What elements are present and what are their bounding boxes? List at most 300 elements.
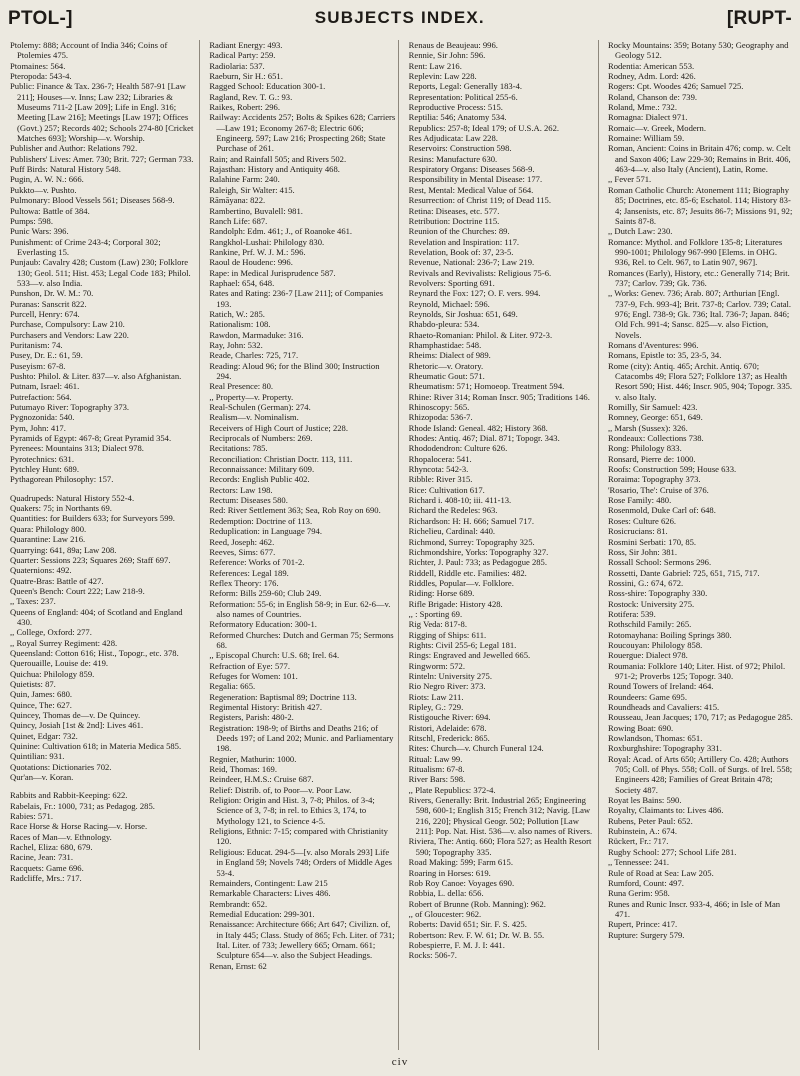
index-entry: River Bars: 598.: [408, 774, 466, 785]
index-entry: Pushto: Philol. & Liter. 837—v. also Afghanistan.: [10, 371, 182, 381]
index-entry: Rostock: University 275.: [607, 598, 695, 609]
index-entry: Royalty, Claimants to: Lives 486.: [607, 805, 724, 816]
index-entry: Regeneration: Baptismal 89; Doctrine 113.: [209, 691, 357, 702]
index-entry: Pteropoda: 543-4.: [10, 71, 72, 82]
index-entry: Pugin, A. W. N.: 666.: [10, 174, 84, 185]
index-entry: Roaring in Horses: 619.: [408, 867, 491, 878]
index-column-1: [10, 40, 200, 1050]
index-entry: Radiant Energy: 493.: [209, 40, 283, 50]
index-entry: Reformation: 55-6; in English 58-9; in Eur. 62-6—v. also names of Countries.: [209, 598, 391, 619]
index-entry: Richmond, Surrey: Topography 325.: [408, 536, 535, 547]
index-entry: Queens of England: 404; of Scotland and England 430.: [10, 606, 183, 627]
index-entry: Quinine: Cultivation 618; in Materia Medica 585.: [10, 741, 182, 752]
index-entry: Ratich, W.: 285.: [209, 308, 265, 319]
index-entry: Rabelais, Fr.: 1000, 731; as Pedagog. 285.: [10, 800, 155, 811]
index-entry: Roxburghshire: Topography 331.: [607, 743, 722, 754]
index-entry: References: Legal 189.: [209, 567, 289, 578]
index-entry: Riding: Horse 689.: [408, 588, 475, 599]
index-entry: Rodentia: American 553.: [607, 60, 695, 71]
index-entry: Rossetti, Dante Gabriel: 725, 651, 715, 717.: [607, 567, 760, 578]
index-entry: Round Towers of Ireland: 464.: [607, 681, 714, 692]
index-entry: Rhaeto-Romanian: Philol. & Liter. 972-3.: [408, 329, 553, 340]
index-entry: Pytchley Hunt: 689.: [10, 464, 79, 475]
index-entry: Rape: in Medical Jurisprudence 587.: [209, 267, 336, 278]
index-entry: Pusey, Dr. E.: 61, 59.: [10, 350, 83, 361]
index-entry: Pyrenees: Mountains 313; Dialect 978.: [10, 443, 144, 454]
index-entry: Radcliffe, Mrs.: 717.: [10, 873, 82, 884]
index-entry: Runes and Runic Inscr. 933-4, 466; in Isle of Man 471.: [607, 898, 781, 919]
index-entry: Radical Party: 259.: [209, 50, 276, 61]
index-entry: Rose Family: 480.: [607, 495, 672, 506]
index-entry: Reduplication: in Language 794.: [209, 526, 322, 537]
index-entry: Roofs: Construction 599; House 633.: [607, 464, 737, 475]
index-entry: 'Rosario, The': Cruise of 376.: [607, 484, 709, 495]
index-entry: Quaternions: 492.: [10, 565, 72, 576]
index-entry: Ranch Life: 687.: [209, 215, 268, 226]
index-entry: Rubinstein, A.: 674.: [607, 826, 677, 837]
index-entry: Rabbits and Rabbit-Keeping: 622.: [10, 790, 128, 801]
index-entry: Rabies: 571.: [10, 811, 53, 822]
index-entry: Puritanism: 74.: [10, 339, 63, 350]
index-entry: Rousseau, Jean Jacques; 170, 717; as Pedagogue 285.: [607, 712, 793, 723]
index-entry: Putnam, Israel: 461.: [10, 381, 80, 392]
index-entry: Reade, Charles: 725, 717.: [209, 350, 299, 361]
index-entry: Rawdon, Marmaduke: 316.: [209, 329, 304, 340]
index-entry: Roman, Ancient: Coins in Britain 476; comp. w. Celt and Saxon 406; Law 229-30; Remains in Brit. 406, 463-4—v. also Italy (Ancient), Latin, Rome.: [607, 143, 791, 175]
index-entry: Ralahine Farm: 240.: [209, 174, 280, 185]
index-entry: Reconnaissance: Military 609.: [209, 464, 315, 475]
index-entry: Rhetoric—v. Oratory.: [408, 360, 484, 371]
index-entry: Rugby School: 277; School Life 281.: [607, 846, 737, 857]
index-entry: Rosicrucians: 81.: [607, 526, 668, 537]
index-column-3: [409, 40, 599, 1050]
index-entry: Robert of Brunne (Rob. Manning): 962.: [408, 898, 546, 909]
index-entry: Rites: Church—v. Church Funeral 124.: [408, 743, 544, 754]
index-entry: Religion: Origin and Hist. 3, 7-8; Philos. of 3-4; Science of 3, 7-8; in rel. to Ethics 3, 174, to Mythology 121, to Science 4-5.: [209, 795, 375, 826]
index-entry: Regimental History: British 427.: [209, 702, 322, 712]
index-entry: Rationalism: 108.: [209, 319, 271, 330]
index-entry: Rest, Mental: Medical Value of 564.: [408, 184, 534, 195]
index-entry: Roberts: David 651; Sir. F. S. 425.: [408, 919, 527, 930]
index-entry: Resurrection: of Christ 119; of Dead 115.: [408, 195, 551, 206]
index-column-4: [608, 40, 794, 1050]
index-entry: Rowing Boat: 690.: [607, 722, 674, 733]
index-entry: Putrefaction: 564.: [10, 391, 72, 402]
index-entry: ,, Property—v. Property.: [209, 391, 294, 402]
index-entry: Pygnozonida: 540.: [10, 412, 75, 423]
index-entry: ,, College, Oxford: 277.: [10, 627, 92, 638]
index-entry: Road Making: 599; Farm 615.: [408, 857, 513, 868]
index-entry: Rhodes: Antiq. 467; Dial. 871; Topogr. 343.: [408, 433, 560, 444]
index-entry: ,, Episcopal Church: U.S. 68; Irel. 64.: [209, 650, 340, 661]
index-entry: Radiolaria: 537.: [209, 60, 265, 71]
index-entry: Raoul de Houdenc: 996.: [209, 257, 293, 268]
index-entry: Romney, George: 651, 649.: [607, 412, 703, 423]
index-entry: Pumps: 598.: [10, 215, 53, 226]
index-entry: Ptolemy: 888; Account of India 346; Coins of Ptolemies 475.: [10, 40, 168, 61]
index-entry: Raikes, Robert: 296.: [209, 102, 280, 113]
index-entry: ,, Royal Surrey Regiment: 428.: [10, 637, 118, 648]
index-entry: Remainders, Contingent: Law 215: [209, 877, 328, 888]
index-entry: Remedial Education: 299-301.: [209, 908, 315, 919]
index-entry: Robertson: Rev. F. W. 61; Dr. W. B. 55.: [408, 929, 545, 940]
index-entry: Registration: 198-9; of Births and Deaths 216; of Deeds 197; of Land 202; Munic. and Parliamentary 198.: [209, 722, 394, 754]
index-entry: Retribution: Doctrine 115.: [408, 215, 500, 226]
index-entry: Reid, Thomas: 169.: [209, 764, 277, 775]
index-columns: [10, 40, 794, 1050]
index-entry: Rhine: River 314; Roman Inscr. 905; Traditions 146.: [408, 391, 590, 402]
index-entry: Riddles, Popular—v. Folklore.: [408, 577, 514, 588]
index-entry: Quichua: Philology 859.: [10, 668, 95, 679]
index-entry: Rheims: Dialect of 989.: [408, 350, 491, 361]
index-entry: Rāmāyana: 822.: [209, 195, 266, 206]
index-entry: Revelation and Inspiration: 117.: [408, 236, 520, 247]
index-entry: Rings: Engraved and Jewelled 665.: [408, 650, 531, 661]
index-entry: Richmondshire, Yorks: Topography 327.: [408, 546, 549, 557]
index-entry: Quincey, Thomas de—v. De Quincey.: [10, 710, 141, 720]
index-entry: Roman Catholic Church: Atonement 111; Biography 85; Doctrines, etc. 85-6; Eschatol. 114; History 83-4; Jansenists, etc. 87; Jesuits 86-7; Missions 91, 92; Saints 87-8.: [607, 184, 793, 226]
index-entry: Richard the Redeles: 963.: [408, 505, 498, 516]
index-entry: Quadrupeds: Natural History 552-4.: [10, 492, 135, 503]
index-entry: Rates and Rating: 236-7 [Law 211]; of Companies 193.: [209, 288, 383, 309]
index-entry: Revivals and Revivalists: Religious 75-6.: [408, 267, 552, 278]
index-entry: Quarrying: 641, 89a; Law 208.: [10, 544, 117, 555]
index-entry: Robbia, L. della: 656.: [408, 888, 484, 899]
index-entry: Revenue, National: 236-7; Law 219.: [408, 257, 535, 268]
index-entry: Rectors: Law 198.: [209, 484, 273, 495]
index-entry: Pukkto—v. Pushto.: [10, 184, 77, 195]
index-entry: Quotations: Dictionaries 702.: [10, 761, 112, 772]
index-entry: Regnier, Mathurin: 1000.: [209, 753, 297, 764]
index-entry: Ray, John: 532.: [209, 339, 263, 350]
index-entry: Quin, James: 680.: [10, 689, 73, 700]
index-entry: Registers, Parish: 480-2.: [209, 712, 294, 723]
index-entry: Rig Veda: 817-8.: [408, 619, 467, 630]
index-entry: Ristigouche River: 694.: [408, 712, 491, 723]
header-right: [RUPT-: [726, 8, 792, 29]
index-entry: Reunion of the Churches: 89.: [408, 226, 510, 237]
index-entry: Rupture: Surgery 579.: [607, 929, 685, 940]
index-entry: Rubens, Peter Paul: 652.: [607, 815, 693, 826]
index-entry: Ronsard, Pierre de: 1000.: [607, 453, 696, 464]
index-entry: Rectum: Diseases 580.: [209, 495, 288, 506]
index-entry: Refuges for Women: 101.: [209, 670, 298, 681]
index-entry: Puseyism: 67-8.: [10, 360, 66, 371]
index-entry: Rachel, Eliza: 680, 679.: [10, 842, 93, 853]
index-entry: Rinteln: University 275.: [408, 670, 492, 681]
index-entry: Raphael: 654, 648.: [209, 277, 275, 288]
index-entry: Rong: Philology 833.: [607, 443, 682, 454]
index-entry: Rivers, Generally: Brit. Industrial 265; Engineering 598, 600-1; English 315; French 312; Navig. [Law 216, 220]; Physical Geogr. 502; Pollution [Law 211]: Pop. Nat. Hist. 536—v. also names of Rivers.: [408, 795, 593, 837]
index-entry: Regalia: 665.: [209, 681, 256, 692]
index-entry: Quara: Philology 800.: [10, 523, 87, 534]
index-entry: Renaus de Beaujeau: 996.: [408, 40, 498, 50]
index-entry: Runa Gerim: 958.: [607, 888, 670, 899]
index-entry: Rome (city): Antiq. 465; Archit. Antiq. 670; Catacombs 49; Flora 527; Folklore 137; as Health Resort 590; Hist. 446; Inscr. 905, 904; Topogr. 335. v. also Italy.: [607, 360, 793, 402]
index-entry: Rhamphastidae: 548.: [408, 339, 482, 350]
index-entry: ,, Dutch Law: 230.: [607, 226, 673, 237]
index-entry: Punic Wars: 396.: [10, 226, 69, 237]
index-entry: Rob Roy Canoe: Voyages 690.: [408, 877, 515, 888]
index-entry: Rodney, Adm. Lord: 426.: [607, 71, 696, 82]
index-entry: Rigging of Ships: 611.: [408, 629, 487, 640]
index-entry: Quincy, Josiah [1st & 2nd]: Lives 461.: [10, 720, 144, 731]
index-entry: Romans d'Aventures: 996.: [607, 339, 699, 350]
index-entry: Romaic—v. Greek, Modern.: [607, 122, 706, 133]
index-entry: Raleigh, Sir Walter: 415.: [209, 184, 295, 195]
index-entry: Richter, J. Paul: 733; as Pedagogue 285.: [408, 557, 547, 568]
index-entry: Punishment: of Crime 243-4; Corporal 302; Everlasting 15.: [10, 236, 161, 257]
index-entry: Royal: Acad. of Arts 650; Artillery Co. 428; Authors 705; Coll. of Phys. 558; Coll. of Surgs. of Irel. 558; Engineers 428; Families of Great Britain 478; Society 487.: [607, 753, 793, 795]
index-entry: Roland, Chanson de: 739.: [607, 91, 698, 102]
index-entry: Receivers of High Court of Justice; 228.: [209, 422, 348, 433]
index-entry: Riddell, Riddle etc. Families: 482.: [408, 567, 527, 578]
index-entry: Romaine: William 59.: [607, 133, 685, 144]
index-entry: Purcell, Henry: 674.: [10, 308, 80, 319]
index-entry: Public: Finance & Tax. 236-7; Health 587-91 [Law 211]; Houses—v. Inns; Law 232; Libraries & Museums 711-2 [Law 209]; Life in Engl. 316; Meeting [Law 216]; Meetings [Law 197]; Offices (Govt.) 257; Records 402; Schools 274-80 [Cricket Matches 693]; Worship—v. Worship.: [10, 81, 194, 144]
index-entry: Rossall School: Sermons 296.: [607, 557, 712, 568]
index-entry: Riviera, The: Antiq. 660; Flora 527; as Health Resort 590; Topography 335.: [408, 836, 592, 857]
index-entry: Ringworm: 572.: [408, 660, 465, 671]
index-entry: Railway: Accidents 257; Bolts & Spikes 628; Carriers—Law 191; Economy 267-8; Electric 606; Engineerg. 597; Law 216; Prospecting 268; State Purchase of 261.: [209, 112, 396, 154]
index-entry: Revolvers: Sporting 691.: [408, 277, 495, 288]
page-number: civ: [391, 1056, 409, 1068]
index-entry: Remarkable Characters: Lives 486.: [209, 888, 331, 899]
index-entry: Reformatory Education: 300-1.: [209, 619, 317, 630]
index-entry: ,, of Gloucester: 962.: [408, 908, 482, 919]
index-entry: Ragged School: Education 300-1.: [209, 81, 326, 92]
index-entry: Roland, Mme.: 732.: [607, 102, 677, 113]
index-entry: Republics: 257-8; Ideal 179; of U.S.A. 262.: [408, 122, 560, 133]
index-entry: Recitations: 785.: [209, 443, 268, 454]
index-entry: Punshon, Dr. W. M.: 70.: [10, 288, 94, 299]
index-entry: Refraction of Eye: 577.: [209, 660, 290, 671]
index-entry: Quietists: 87.: [10, 678, 56, 689]
index-entry: Reform: Bills 259-60; Club 249.: [209, 588, 322, 599]
index-entry: Rupert, Prince: 417.: [607, 919, 678, 930]
index-entry: Representation: Political 255-6.: [408, 91, 518, 102]
index-entry: Resins: Manufacture 630.: [408, 153, 498, 164]
index-entry: Rajasthan: History and Antiquity 468.: [209, 164, 340, 175]
index-entry: Revelation, Book of: 37, 23-5.: [408, 246, 514, 257]
index-entry: Roraima: Topography 373.: [607, 474, 701, 485]
index-entry: Puranas: Sanscrit 822.: [10, 298, 87, 309]
index-entry: ,, Marsh (Sussex): 326.: [607, 422, 688, 433]
index-entry: Renan, Ernst: 62: [209, 960, 267, 971]
index-entry: Quatre-Bras: Battle of 427.: [10, 575, 104, 586]
index-entry: Rheumatic Gout: 571.: [408, 371, 485, 381]
index-entry: Ritualism: 67-8.: [408, 764, 465, 775]
index-entry: Rankine, Prf. W. J. M.: 596.: [209, 246, 306, 257]
index-entry: Rouergue: Dialect 978.: [607, 650, 688, 661]
index-entry: Realism—v. Nominalism.: [209, 412, 299, 423]
index-entry: Ptomaines: 564.: [10, 60, 66, 71]
index-entry: Quintilian: 931.: [10, 751, 65, 762]
index-entry: Rennie, Sir John: 596.: [408, 50, 486, 61]
index-entry: Romance: Mythol. and Folklore 135-8; Literatures 990-1001; Philology 967-990 [Elems. in OHG. 936, Rel. to Celt. 967, to Latin 907, 967].: [607, 236, 783, 268]
index-entry: ,, Plate Republics: 372-4.: [408, 784, 496, 795]
index-entry: ,, Fever 571.: [607, 174, 652, 185]
index-entry: Rhizopoda: 536-7.: [408, 412, 473, 423]
index-entry: Races of Man—v. Ethnology.: [10, 831, 112, 842]
index-entry: Rhode Island: Geneal. 482; History 368.: [408, 422, 548, 433]
index-entry: Rheumatism: 571; Homoeop. Treatment 594.: [408, 381, 565, 392]
index-entry: Pyrotechnics: 631.: [10, 453, 74, 464]
index-entry: Romances (Early), History, etc.: Generally 714; Brit. 737; Carlov. 739; Gk. 736.: [607, 267, 790, 288]
index-entry: Rhododendron: Culture 626.: [408, 443, 508, 454]
index-entry: Puff Birds: Natural History 548.: [10, 164, 121, 175]
index-entry: Reference: Works of 701-2.: [209, 557, 305, 568]
index-entry: Relief: Distrib. of, to Poor—v. Poor Law.: [209, 784, 352, 795]
index-entry: Punjaub: Cavalry 428; Custom (Law) 230; Folklore 130; Geol. 511; Hist. 453; Legal Code 183; Philol. 533—v. also India.: [10, 257, 191, 288]
index-entry: Reynard the Fox: 127; O. F. vers. 994.: [408, 288, 541, 299]
index-entry: Rocks: 506-7.: [408, 950, 457, 961]
index-entry: Ragland, Rev. T. G.: 93.: [209, 91, 293, 102]
index-entry: Racquets: Game 696.: [10, 862, 84, 873]
index-entry: Race Horse & Horse Racing—v. Horse.: [10, 821, 148, 832]
index-entry: Rosenmold, Duke Carl of: 648.: [607, 505, 716, 516]
index-entry: Respiratory Organs: Diseases 568-9.: [408, 164, 535, 175]
index-entry: Raeburn, Sir H.: 651.: [209, 71, 283, 82]
index-entry: ,, Taxes: 237.: [10, 596, 56, 607]
index-entry: Religions, Ethnic: 7-15; compared with Christianity 120.: [209, 826, 388, 847]
index-entry: Ribble: River 315.: [408, 474, 473, 485]
index-entry: Real-Schulen (German): 274.: [209, 402, 311, 413]
index-entry: Ritual: Law 99.: [408, 753, 463, 764]
index-entry: Reeves, Sims: 677.: [209, 546, 276, 557]
index-entry: Publishers' Lives: Amer. 730; Brit. 727; German 733.: [10, 153, 194, 164]
index-entry: Putumayo River: Topography 373.: [10, 402, 130, 413]
index-entry: Records: English Public 402.: [209, 474, 310, 485]
index-entry: Ross, Sir John: 381.: [607, 546, 677, 557]
index-entry: Religious: Educat. 294-5—[v. also Morals 293] Life in England 59; Novels 748; Orders of Middle Ages 53-4.: [209, 846, 393, 878]
index-entry: Quince, The: 627.: [10, 699, 72, 710]
index-entry: Reports, Legal: Generally 183-4.: [408, 81, 523, 92]
running-header: [8, 8, 792, 34]
index-entry: Quakers: 75; in Northants 69.: [10, 503, 112, 514]
index-entry: Purchase, Compulsory: Law 210.: [10, 319, 125, 330]
index-entry: Riots: Law 211.: [408, 691, 464, 702]
index-entry: Rights: Civil 255-6; Legal 181.: [408, 639, 517, 650]
index-entry: Rosmini Serbati: 170, 85.: [607, 536, 697, 547]
index-entry: ,, Works: Genev. 736; Arab. 807; Arthurian [Engl. 737-9, Fch. 993-4]; Brit. 737-8; Carlov. 739; Catal. 976; Engl. 738-9; Gk. 736; Ital. 736-7; Japan. 846; Old Fch. 991-4; Sansc. 825—v. also Fiction, Novels.: [607, 288, 792, 340]
index-entry: Reynold, Michael: 596.: [408, 298, 490, 309]
index-entry: Roses: Culture 626.: [607, 515, 677, 526]
index-entry: Rossini, G.: 674, 672.: [607, 577, 684, 588]
header-left: PTOL-]: [8, 8, 73, 29]
index-entry: Queen's Bench: Court 222; Law 218-9.: [10, 585, 145, 596]
index-entry: Queensland: Cotton 616; Hist., Topogr., etc. 378.: [10, 647, 179, 658]
index-entry: Pythagorean Philosophy: 157.: [10, 474, 114, 485]
index-entry: Roucouyan: Philology 858.: [607, 639, 703, 650]
index-entry: Reciprocals of Numbers: 269.: [209, 433, 313, 444]
index-entry: Reservoirs: Construction 598.: [408, 143, 512, 154]
index-entry: Rice: Cultivation 617.: [408, 484, 485, 495]
index-entry: Romans, Epistle to: 35, 23-5, 34.: [607, 350, 722, 361]
index-entry: Res Adjudicata: Law 228.: [408, 133, 498, 144]
index-entry: Rifle Brigade: History 428.: [408, 598, 503, 609]
index-entry: Rambertino, Buvalell: 981.: [209, 205, 303, 216]
header-title: SUBJECTS INDEX.: [314, 8, 485, 27]
index-entry: Rembrandt: 652.: [209, 898, 268, 909]
index-entry: Rule of Road at Sea: Law 205.: [607, 867, 714, 878]
index-entry: Robespierre, F. M. J. I: 441.: [408, 939, 505, 950]
index-entry: Real Presence: 80.: [209, 381, 274, 392]
index-entry: Quarter: Sessions 223; Squares 269; Staff 697.: [10, 554, 171, 565]
index-entry: Racine, Jean: 731.: [10, 852, 74, 863]
index-entry: Red: River Settlement 363; Sea, Rob Roy on 690.: [209, 505, 381, 516]
index-entry: Reflex Theory: 176.: [209, 577, 279, 588]
index-entry: Reading: Aloud 96; for the Blind 300; Instruction 294.: [209, 360, 380, 381]
index-entry: Richardson: H: H. 666; Samuel 717.: [408, 515, 534, 526]
index-entry: Romilly, Sir Samuel: 423.: [607, 402, 698, 413]
index-entry: Rumford, Count: 497.: [607, 877, 684, 888]
index-entry: Royat les Bains: 590.: [607, 795, 682, 806]
index-entry: Rotomayhana: Boiling Springs 380.: [607, 629, 732, 640]
index-entry: Querouaille, Louise de: 419.: [10, 658, 109, 669]
index-entry: ,, : Sporting 69.: [408, 608, 463, 619]
index-entry: Quinet, Edgar: 732.: [10, 730, 78, 741]
index-entry: Reindeer, H.M.S.: Cruise 687.: [209, 774, 314, 785]
index-entry: Rhyncota: 542-3.: [408, 464, 469, 475]
index-entry: Ross-shire: Topography 330.: [607, 588, 708, 599]
index-entry: Rent: Law 216.: [408, 60, 462, 71]
index-entry: Publisher and Author: Relations 792.: [10, 143, 138, 154]
index-entry: Rain; and Rainfall 505; and Rivers 502.: [209, 153, 347, 164]
index-entry: Rio Negro River: 373.: [408, 681, 486, 692]
index-entry: Ripley, G.: 729.: [408, 702, 464, 712]
index-entry: Rhopalocera: 541.: [408, 453, 472, 464]
index-entry: Replevin: Law 228.: [408, 71, 477, 82]
index-entry: Pultowa: Battle of 384.: [10, 205, 90, 216]
index-entry: Rhabdo-pleura: 534.: [408, 319, 480, 330]
index-entry: Randolph: Edm. 461; J., of Roanoke 461.: [209, 226, 353, 237]
index-entry: Rückert, Fr.: 717.: [607, 836, 669, 847]
index-entry: Richelieu, Cardinal: 440.: [408, 526, 496, 537]
index-entry: Romagna: Dialect 971.: [607, 112, 688, 123]
index-entry: Rotifera: 539.: [607, 608, 656, 619]
index-entry: Reconciliation: Christian Doctr. 113, 111.: [209, 453, 353, 464]
index-entry: Reptilia: 546; Anatomy 534.: [408, 112, 507, 123]
index-entry: Rhinoscopy: 565.: [408, 402, 470, 413]
index-entry: Rangkhol-Lushai: Philology 830.: [209, 236, 325, 247]
index-entry: Richard i. 408-10; iii. 411-13.: [408, 495, 512, 506]
index-entry: Quantities: for Builders 633; for Surveyors 599.: [10, 513, 175, 524]
index-entry: Ritschl, Frederick: 865.: [408, 733, 490, 744]
index-entry: Roundeers: Game 695.: [607, 691, 687, 702]
index-entry: Reformed Churches: Dutch and German 75; Sermons 68.: [209, 629, 394, 650]
index-entry: Reproductive Process: 515.: [408, 102, 503, 113]
index-entry: Quarantine: Law 216.: [10, 534, 86, 545]
index-entry: Purchasers and Vendors: Law 220.: [10, 329, 129, 340]
index-entry: ,, Tennessee: 241.: [607, 857, 670, 868]
index-entry: Pym, John: 417.: [10, 422, 66, 433]
index-entry: Rondeaux: Collections 738.: [607, 433, 704, 444]
index-entry: Rothschild Family: 265.: [607, 619, 692, 630]
index-entry: Reed, Joseph: 462.: [209, 536, 275, 547]
index-entry: Roumania: Folklore 140; Liter. Hist. of 972; Philol. 971-2; Proverbs 125; Topogr. 340.: [607, 660, 786, 681]
index-entry: Rogers: Cpt. Woodes 426; Samuel 725.: [607, 81, 744, 92]
index-entry: Responsibility in Mental Disease: 177.: [408, 174, 543, 185]
index-entry: Reynolds, Sir Joshua: 651, 649.: [408, 308, 518, 319]
index-entry: Roundheads and Cavaliers: 415.: [607, 702, 720, 712]
index-entry: Pulmonary: Blood Vessels 561; Diseases 568-9.: [10, 195, 175, 206]
index-entry: Renaissance: Architecture 666; Art 647; Civilizn. of, in Italy 445; Class. Study of 865; Fch. Liter. of 731; Ital. Liter. of 733; Jewellery 665; Ornam. 661; Sculpture 654—v. also the Subject Headings.: [209, 919, 395, 961]
index-column-2: [209, 40, 399, 1050]
index-entry: Redemption: Doctrine of 113.: [209, 515, 313, 526]
index-entry: Ristori, Adelaide: 678.: [408, 722, 487, 733]
index-entry: Qur'an—v. Koran.: [10, 772, 74, 783]
